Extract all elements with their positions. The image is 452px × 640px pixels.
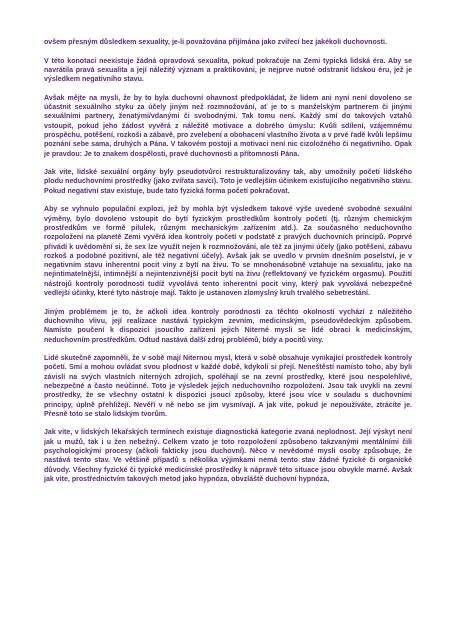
paragraph-4: Jak vite, lidské sexuální orgány byly pseudotvůrci restrukturalizovány tak, aby umožnily početí lidského plodu neduchovními prostředky (jako zvířata savci). Toto je vedlejším účinkem existujícího negativního stavu. Pokud negativní stav existuje, bude tato fyzická forma početí pokračovat.: [44, 169, 412, 195]
paragraph-7: Lidé skutečně zapomněli, že v sobě mají Niternou mysl, která v sobě obsahuje vynikající prostředek kontroly početí. Smí a mohou ovládat svou plodnost v každé době, kdykoli si přejí. Neneštěstí namísto toho, aby byli závislí na svých vlastních niterných zdrojích, spoléhají se na zevní prostředky, které jsou nespolehlivé, nebezpečné a často neúčinné. Toto je výsledek jejich neduchovního rozpoložení. Jsou tak uvykli na zevní prostředky, že se všechny ostatní k dispozici jsoucí způsoby, které jsou více v souladu s duchovními principy, úplně přehlížejí. Nevěří v ně nebo se jim vysmívají. A jak vite, pokud je nepoužíváte, ztrácíte je. Přesně toto se stalo lidským tvorům.: [44, 355, 412, 418]
paragraph-3: Avšak mějte na mysli, že by to byla duchovní ohavnost předpokládat, že lidem ani nyní není dovoleno se účastnit sexuálního styku za účely jiným než rozmnožování, ať je to s manželským partnerem či jinými sexuálními partnery, ženatými/vdanými či svobodnými. Tak tomu není. Každý smí do takových vztahů vstoupit, pokud jeho žádost vyvěrá z náležitě motivace a dobrého úmyslu: Kvůli sdílení, vzájemnému prospěchu, potěšení, rozkoši a zábavě, pro zvelebení a obohacení vlastního života a v prvé řadě kvůli lepšímu poznání sebe sama, druhých a Pána. V takovém postoji a motivaci není nic cizoložného či negativního. Opak je pravdou: Je to znakem dospělosti, pravé duchovnosti a přítomnosti Pána.: [44, 94, 412, 158]
paragraph-6: Jiným problémem je to, že ačkoli idea kontroly porodnosti za těchto okolností vychází z náležitého duchovního vlivu, její realizace nastává typickým zevním, medicínským, pseudovědeckým způsobem. Namísto poučení k dispozici jsoucího zařízení jejich Niterné mysli se lidé obrací k medicínským, neduchovním prostředkům. Odtud nastává další zdroj problémů, bídy a pocitů viny.: [44, 308, 412, 344]
paragraph-8: Jak vite, v lidských lékařských termínech existuje diagnostická kategorie zvaná neplodnost. Její výskyt není jak u mužů, tak i u žen nebežný. Celkem vzato je toto rozpoložení způsobeno takzvanými mentálními čili psychologickými procesy (ačkoli fakticky jsou duchovní). Něco v nevědomé mysli osoby způsobuje, že nastává tento stav. Ve většině případů s několika výjimkami nemá tento stav žádné fyzické či organické důvody. Všechny fyzické či typické medicínské prostředky k nápravě této situace jsou obvykle marné. Avšak jak vite, prostřednictvím takových metod jako hypnóza, obvzláště duchovní hypnóza,: [44, 429, 412, 483]
paragraph-1: ovšem přesným důsledkem sexuality, je-li považována přijímána jako zvířecí bez jakékoli duchovnosti.: [44, 39, 387, 46]
paragraph-5: Aby se vyhnulo populační explozi, jež by mohla být výsledkem takové výše uvedené svobodné sexuální výměny, bylo dovoleno vstoupit do bytí fyzickým prostředkům kontroly početí (tj. různým chemickým prostředkům ve formě pilulek, různým mechanickým zařízením atd.). Za současného neduchovního rozpoložení na planetě Zemi vyvěrá idea kontroly početí v podstatě z pravých duchovních principů. Poprvé přivádí k uvědomění si, že sex lze využít nejen k rozmnožování, ale též za jinými účely (jako potěšení, zábavu rozkoš a podobné pozitivní, ale též negativní účely). Avšak jak se uvedlo v prvním dnešním poselství, je v negativním stavu inherentní pocit viny z bytí na živu. To se mnohonásobně vztahuje na sexualitu, jako na nejintimatelnější, intimnější a nejintenzivnější pocit bytí na živu (reflektovaný ve fyzickém orgasmu). Použití nástrojů kontroly porodnosti tudíž vyvolává tento inherentní pocit viny, který pak vyvolává nebezpečné vedlejší účinky, které tyto nástroje mají. Takto je ustanoven zlomyslný kruh trvalého sebetrestání.: [44, 206, 412, 298]
paragraph-2: V této konotaci neexistuje žádná opravdová sexualita, pokud pokračuje na Zemi typická lidská éra. Aby se navrátila pravá sexualita a její náležitý význam a praktikování, je nejprve nutné odstranit lidskou éru, jež je výsledkem negativního stavu.: [44, 57, 412, 84]
document-page: [44, 38, 412, 494]
